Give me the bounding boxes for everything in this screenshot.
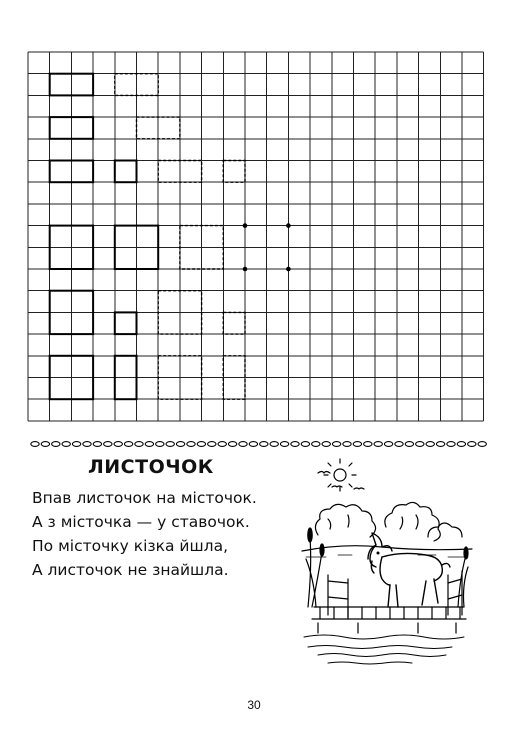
divider-oval	[416, 442, 424, 447]
bird-icon	[332, 486, 342, 487]
poem-line: По місточку кізка йшла,	[32, 537, 229, 555]
divider-oval	[426, 442, 434, 447]
divider-oval	[62, 442, 70, 447]
water-icon	[304, 635, 464, 664]
solid-rect	[115, 312, 137, 334]
grid-dot	[243, 223, 248, 228]
solid-rect	[115, 161, 137, 183]
bridge-icon	[312, 607, 466, 633]
divider-oval	[395, 442, 403, 447]
page-number: 30	[247, 698, 261, 712]
divider-oval	[457, 442, 465, 447]
divider-oval	[135, 442, 143, 447]
divider-oval	[124, 442, 132, 447]
divider-oval	[312, 442, 320, 447]
grid-dot	[286, 223, 291, 228]
divider-oval	[260, 442, 268, 447]
goat-icon	[368, 533, 450, 607]
divider-oval	[218, 442, 226, 447]
divider-oval	[239, 442, 247, 447]
divider-oval	[291, 442, 299, 447]
grid-dot	[286, 267, 291, 272]
decorative-divider	[30, 438, 488, 450]
divider-oval	[405, 442, 413, 447]
poem-line: А з місточка — у ставочок.	[32, 513, 250, 531]
divider-oval	[384, 442, 392, 447]
divider-oval	[93, 442, 101, 447]
divider-oval	[72, 442, 80, 447]
divider-oval	[41, 442, 49, 447]
divider-oval	[280, 442, 288, 447]
grid-dot	[243, 267, 248, 272]
divider-oval	[228, 442, 236, 447]
divider-oval	[468, 442, 476, 447]
grid-lines	[28, 52, 484, 421]
bird-icon	[354, 488, 364, 489]
dashed-rect	[223, 312, 245, 334]
divider-oval	[447, 442, 455, 447]
divider-oval	[364, 442, 372, 447]
divider-oval	[301, 442, 309, 447]
poem-line: А листочок не знайшла.	[32, 561, 229, 579]
goat-bridge-illustration	[298, 457, 476, 669]
divider-oval	[166, 442, 174, 447]
reeds-icon	[306, 528, 468, 607]
divider-oval	[104, 442, 112, 447]
divider-oval	[436, 442, 444, 447]
trees-icon	[315, 502, 462, 541]
divider-oval	[332, 442, 340, 447]
divider-oval	[145, 442, 153, 447]
divider-oval	[249, 442, 257, 447]
divider-oval	[374, 442, 382, 447]
poem-line: Впав листочок на місточок.	[32, 489, 257, 507]
bird-icon	[318, 472, 330, 474]
divider-oval	[322, 442, 330, 447]
dashed-rect	[223, 161, 245, 183]
divider-oval	[197, 442, 205, 447]
poem-text	[32, 486, 257, 582]
divider-oval	[343, 442, 351, 447]
solid-example-squares	[50, 74, 159, 400]
divider-oval	[208, 442, 216, 447]
poem-title: ЛИСТОЧОК	[88, 456, 214, 478]
divider-oval	[187, 442, 195, 447]
divider-oval	[176, 442, 184, 447]
divider-oval	[52, 442, 60, 447]
divider-oval	[114, 442, 122, 447]
divider-oval	[156, 442, 164, 447]
divider-oval	[478, 442, 486, 447]
divider-oval	[353, 442, 361, 447]
divider-oval	[270, 442, 278, 447]
divider-oval	[31, 442, 39, 447]
divider-oval	[83, 442, 91, 447]
